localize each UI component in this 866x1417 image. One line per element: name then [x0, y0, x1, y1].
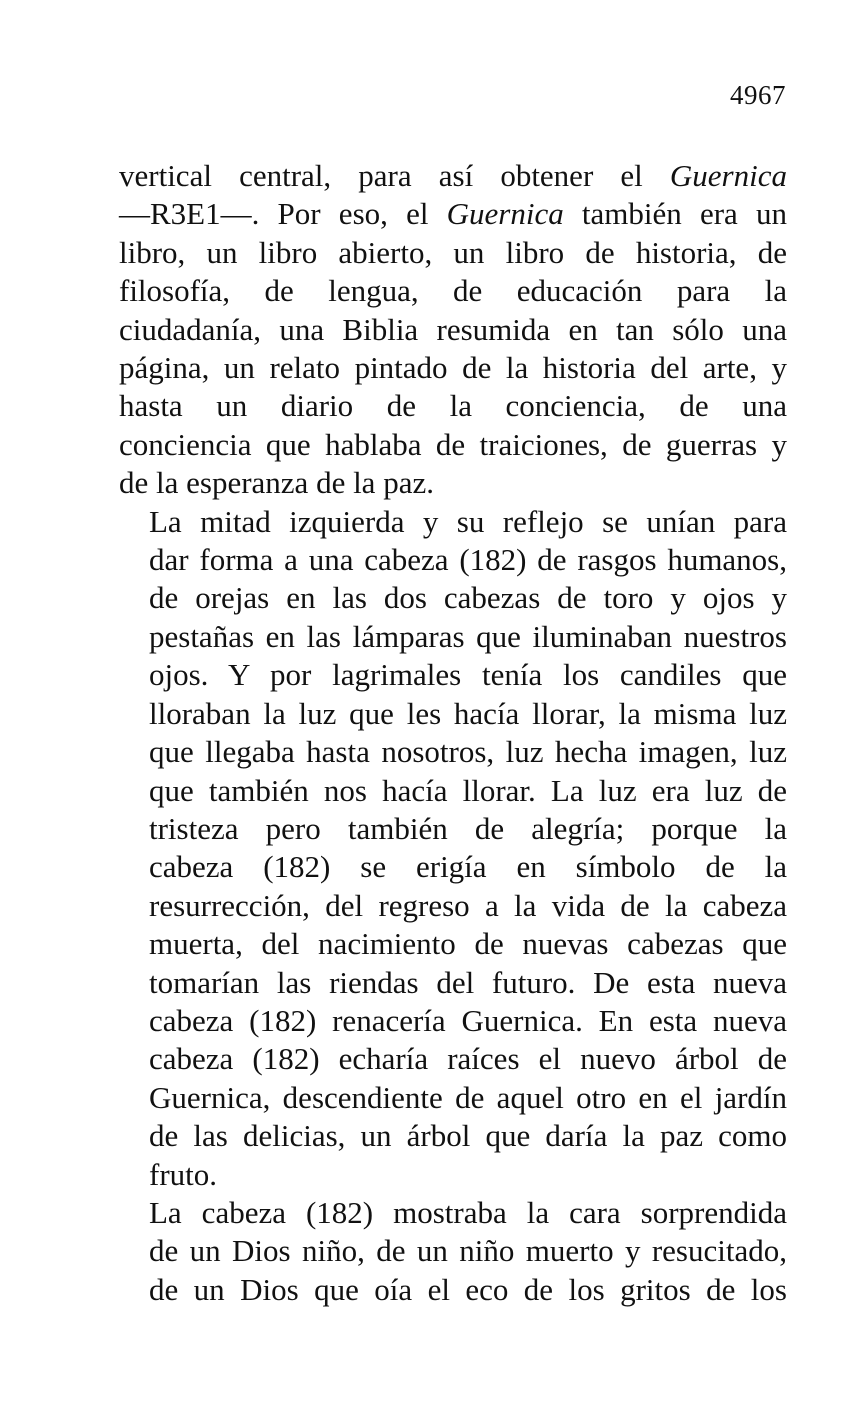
text-run: conciencia que hablaba de traiciones, de guerras y — [119, 426, 787, 462]
text-line — [119, 464, 787, 502]
text-run: que también nos hacía llorar. La luz era luz de — [149, 772, 787, 808]
body-text — [119, 157, 787, 1309]
text-line — [119, 618, 787, 656]
text-run: dar forma a una cabeza (182) de rasgos humanos, — [149, 542, 787, 578]
text-line — [119, 810, 787, 848]
italic-title: Guernica — [669, 158, 787, 193]
text-run: de orejas en las dos cabezas de toro y ojos y — [149, 580, 787, 616]
text-line — [119, 1079, 787, 1117]
text-line — [119, 503, 787, 541]
text-line — [119, 1271, 787, 1309]
text-line — [119, 1194, 787, 1232]
text-run: filosofía, de lengua, de educación para la — [119, 273, 787, 309]
text-run: libro, un libro abierto, un libro de historia, de — [119, 234, 787, 270]
paragraph — [119, 503, 787, 1194]
text-run: resurrección, del regreso a la vida de la cabeza — [149, 887, 787, 923]
text-line — [119, 311, 787, 349]
text-line — [119, 1002, 787, 1040]
paragraph — [119, 1194, 787, 1309]
text-run: La cabeza (182) mostraba la cara sorprendida — [149, 1194, 787, 1230]
text-run: fruto. — [149, 1156, 218, 1192]
text-run: cabeza (182) echaría raíces el nuevo árbol de — [149, 1041, 787, 1077]
text-run: ciudadanía, una Biblia resumida en tan sólo una — [119, 311, 787, 347]
text-run: cabeza (182) renacería Guernica. En esta nueva — [149, 1002, 787, 1038]
text-line — [119, 772, 787, 810]
text-run: página, un relato pintado de la historia del arte, y — [119, 350, 787, 386]
text-run: tomarían las riendas del futuro. De esta nueva — [149, 964, 787, 1000]
text-line — [119, 426, 787, 464]
text-line — [119, 579, 787, 617]
text-run: pestañas en las lámparas que iluminaban nuestros — [149, 618, 787, 654]
text-line — [119, 349, 787, 387]
text-line — [119, 541, 787, 579]
text-run: La mitad izquierda y su reflejo se unían para — [149, 503, 787, 539]
text-run: de las delicias, un árbol que daría la paz como — [149, 1118, 787, 1154]
text-line — [119, 887, 787, 925]
text-run: —R3E1—. Por eso, el — [119, 196, 447, 232]
text-line — [119, 848, 787, 886]
text-run: lloraban la luz que les hacía llorar, la misma luz — [149, 695, 787, 731]
text-line — [119, 195, 787, 233]
text-line — [119, 733, 787, 771]
italic-title: Guernica — [446, 196, 564, 232]
text-run: de la esperanza de la paz. — [119, 465, 434, 501]
text-line — [119, 157, 787, 195]
text-run: muerta, del nacimiento de nuevas cabezas que — [149, 926, 787, 962]
text-run: vertical central, para así obtener el — [119, 158, 670, 193]
text-line — [119, 234, 787, 272]
text-line — [119, 695, 787, 733]
text-line — [119, 387, 787, 425]
text-line — [119, 272, 787, 310]
text-line — [119, 1156, 787, 1194]
text-line — [119, 656, 787, 694]
text-run: también era un — [563, 196, 788, 232]
text-run: cabeza (182) se erigía en símbolo de la — [149, 849, 787, 885]
text-line — [119, 1117, 787, 1155]
text-run: de un Dios que oía el eco de los gritos de los — [149, 1271, 787, 1307]
page-number: 4967 — [730, 80, 786, 110]
text-line — [119, 925, 787, 963]
text-run: que llegaba hasta nosotros, luz hecha imagen, luz — [149, 734, 787, 770]
text-run: tristeza pero también de alegría; porque la — [149, 810, 787, 846]
text-run: ojos. Y por lagrimales tenía los candiles que — [149, 657, 787, 693]
text-line — [119, 964, 787, 1002]
text-run: hasta un diario de la conciencia, de una — [119, 388, 787, 424]
text-line — [119, 1040, 787, 1078]
paragraph — [119, 157, 787, 503]
text-run: Guernica, descendiente de aquel otro en el jardín — [149, 1079, 787, 1115]
text-line — [119, 1232, 787, 1270]
text-run: de un Dios niño, de un niño muerto y resucitado, — [149, 1233, 787, 1269]
